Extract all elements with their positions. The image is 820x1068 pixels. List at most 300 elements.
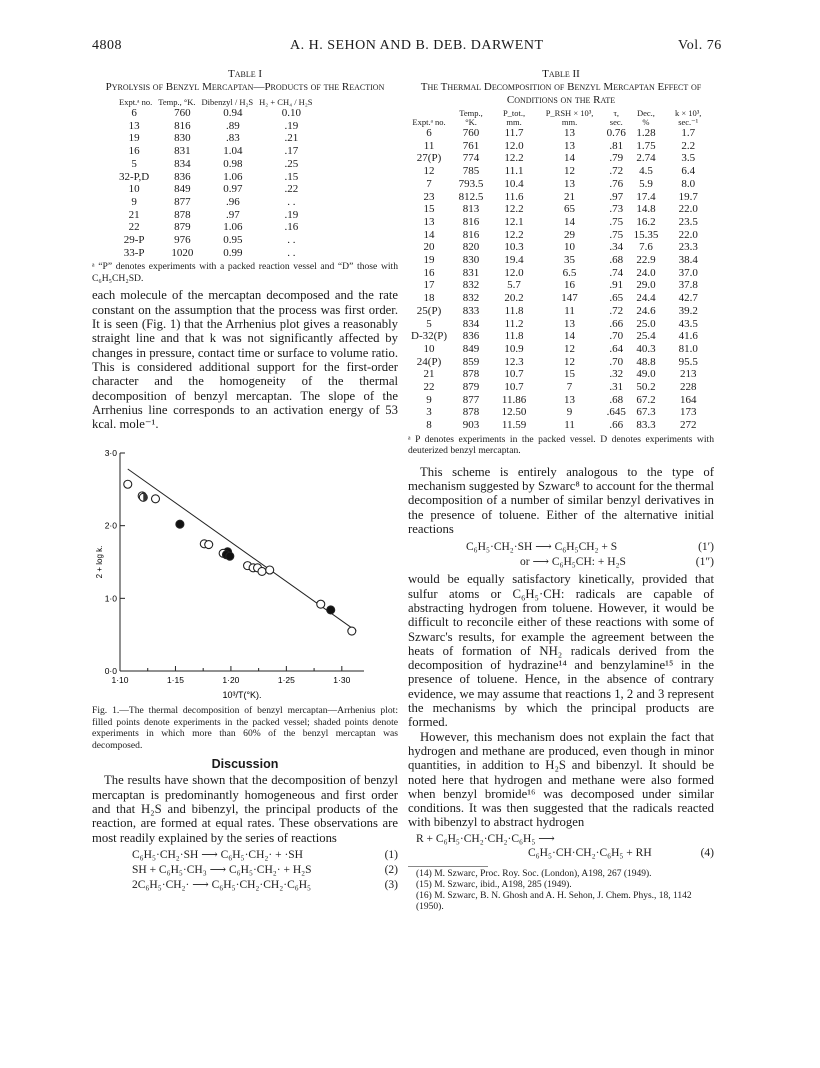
table2-cell: 7.6 <box>639 241 653 254</box>
table2-header: Temp., °K. <box>459 108 483 127</box>
equation-row <box>408 555 714 570</box>
table2-cell: 903 <box>462 419 480 432</box>
table2-row <box>408 203 714 216</box>
table2-cell: 213 <box>679 368 697 381</box>
table2-cell: 12.1 <box>504 215 524 228</box>
table2-cell: .65 <box>609 292 624 305</box>
table2-cell: 21 <box>423 368 435 381</box>
table2-cell: .75 <box>609 228 624 241</box>
table2-cell: 11.8 <box>504 304 524 317</box>
table1-header: Expt.ᵃ no. <box>119 97 153 107</box>
table2-row <box>408 254 714 267</box>
table1-row <box>116 158 316 171</box>
table2-header: P_tot., mm. <box>502 108 526 127</box>
table2-cell: 849 <box>462 342 480 355</box>
table2-cell: 830 <box>462 254 480 267</box>
table2-cell: .75 <box>609 215 624 228</box>
table2-row <box>408 241 714 254</box>
table2-cell: 9 <box>566 406 573 419</box>
x-axis-label: 10³/T(°K). <box>222 690 262 701</box>
table1-cell: 13 <box>128 119 140 132</box>
paragraph-hydrogen-methane: However, this mechanism does not explain the fact that hydrogen and methane are produced, even though in minor quantities, in addition to H₂S and bibenzyl. It should be noted here that hydrogen and methane were also formed when benzyl bromide¹⁶ was decomposed under similar conditions. It was then suggested that the radicals reacted with bibenzyl to abstract hydrogen <box>408 729 714 830</box>
table1-cell: .19 <box>284 208 299 221</box>
data-point-filled <box>226 553 234 561</box>
table2-cell: 50.2 <box>636 381 656 394</box>
table2-cell: 23 <box>423 190 435 203</box>
table1-row <box>116 145 316 158</box>
table2-cell: .74 <box>609 266 624 279</box>
table2-cell: 7 <box>566 381 573 394</box>
table2-cell: 12 <box>423 165 435 178</box>
data-point-open <box>124 481 132 489</box>
table2-cell: 832 <box>462 292 480 305</box>
table1-row <box>116 247 316 260</box>
equation-text: C₆H₅·CH₂·SH ⟶ C₆H₅CH₂ + S <box>466 541 618 554</box>
table1-cell: .96 <box>225 195 240 208</box>
table1-cell: .19 <box>284 119 299 132</box>
right-column <box>408 68 714 913</box>
table1-cell: .25 <box>284 157 299 170</box>
table2-row <box>408 343 714 356</box>
equation-text: or ⟶ C₆H₅CH: + H₂S <box>520 556 626 569</box>
table2-row <box>408 356 714 369</box>
table1-cell: 836 <box>174 170 191 183</box>
table1-cell: 0.94 <box>223 107 243 119</box>
data-point-open <box>348 627 356 635</box>
data-point-open <box>266 566 274 574</box>
equation-row <box>92 848 398 863</box>
table2-cell: 40.3 <box>636 342 656 355</box>
y-axis-label: 2 + log k. <box>95 546 104 579</box>
data-point-open <box>258 568 266 576</box>
table1-cell: 976 <box>174 234 191 247</box>
table2 <box>408 109 714 432</box>
table2-cell: 272 <box>679 419 697 432</box>
table2-row <box>408 406 714 419</box>
table1-cell: .89 <box>225 119 240 132</box>
table2-cell: 816 <box>462 215 480 228</box>
table2-cell: 14 <box>564 152 576 165</box>
table1-cell: 760 <box>174 107 191 119</box>
table2-cell: 10.7 <box>504 381 524 394</box>
table2-cell: 20.2 <box>504 292 524 305</box>
table2-cell: 173 <box>679 406 697 419</box>
table2-row <box>408 368 714 381</box>
table2-cell: 15 <box>423 203 435 216</box>
table2-cell: 1.28 <box>636 127 656 139</box>
table2-row <box>408 267 714 280</box>
table2-cell: 20 <box>423 241 435 254</box>
table2-cell: 22.0 <box>678 203 698 216</box>
data-point-open <box>151 495 159 503</box>
table2-row <box>408 127 714 140</box>
table2-cell: 24.6 <box>636 304 656 317</box>
table2-cell: 38.4 <box>678 254 698 267</box>
table2-cell: 15.35 <box>633 228 659 241</box>
table2-cell: 19.7 <box>678 190 698 203</box>
table2-cell: 19.4 <box>504 254 524 267</box>
y-tick-label: 3·0 <box>104 448 117 459</box>
table2-cell: .66 <box>609 419 624 432</box>
x-tick-label: 1·20 <box>222 675 240 686</box>
table2-row <box>408 191 714 204</box>
table2-cell: 10 <box>564 241 576 254</box>
table2-cell: 11 <box>423 139 435 152</box>
table2-cell: 19 <box>423 254 435 267</box>
table2-cell: 11.8 <box>504 330 524 343</box>
table1-cell: 830 <box>174 132 191 145</box>
table2-cell: 13 <box>564 317 576 330</box>
table1-row <box>116 171 316 184</box>
table2-cell: 67.2 <box>636 393 656 406</box>
table1-cell: 21 <box>128 208 140 221</box>
table2-cell: 820 <box>462 241 480 254</box>
table1-cell: 22 <box>128 221 140 234</box>
table1-footnote: ᵃ “P” denotes experiments with a packed reaction vessel and “D” those with C₆H₅CH₂SD. <box>92 261 398 284</box>
table2-cell: .72 <box>609 165 624 178</box>
table1-cell: .21 <box>284 132 299 145</box>
table2-cell: 39.2 <box>678 304 698 317</box>
table2-cell: 761 <box>462 139 480 152</box>
table1-cell: 10 <box>128 183 140 196</box>
table2-cell: 836 <box>462 330 480 343</box>
table2-cell: 25(P) <box>416 304 442 317</box>
table2-cell: 0.76 <box>606 127 626 139</box>
table2-row <box>408 216 714 229</box>
table2-cell: 48.8 <box>636 355 656 368</box>
table1-cell: 0.99 <box>223 246 243 259</box>
table1-cell: . . <box>287 234 296 247</box>
table2-cell: 14 <box>564 215 576 228</box>
table2-cell: 8 <box>426 419 432 432</box>
table2-cell: 859 <box>462 355 480 368</box>
table2-cell: 4.5 <box>639 165 653 178</box>
table1-cell: . . <box>287 195 296 208</box>
table2-cell: 18 <box>423 292 435 305</box>
equation-row <box>408 540 714 555</box>
table1-cell: . . <box>287 246 296 259</box>
table2-cell: 12.0 <box>504 266 524 279</box>
table2-cell: 11.59 <box>501 419 527 432</box>
table1-cell: .15 <box>284 170 299 183</box>
table2-cell: 43.5 <box>678 317 698 330</box>
table2-header: Dec., % <box>637 108 655 127</box>
discussion-heading: Discussion <box>211 757 279 772</box>
x-tick-label: 1·10 <box>111 675 129 686</box>
arrhenius-chart <box>92 439 398 701</box>
table1-cell: 0.10 <box>281 107 301 119</box>
table2-cell: 10.4 <box>504 177 524 190</box>
table2-cell: 15 <box>564 368 576 381</box>
table1-header: Dibenzyl / H₂S <box>201 97 254 107</box>
table2-cell: 12.2 <box>504 203 524 216</box>
table2-cell: 12 <box>564 355 576 368</box>
table1-cell: 831 <box>174 145 191 158</box>
table2-cell: .645 <box>606 406 626 419</box>
table2-cell: 9 <box>426 393 432 406</box>
table2-cell: 228 <box>679 381 697 394</box>
table2-row <box>408 419 714 432</box>
table2-row <box>408 152 714 165</box>
table2-cell: 17 <box>423 279 435 292</box>
table1-header: H₂ + CH₄ / H₂S <box>259 97 313 107</box>
table2-cell: 10 <box>423 342 435 355</box>
table2-cell: 35 <box>564 254 576 267</box>
table2-cell: .76 <box>609 177 624 190</box>
equation-text: SH + C₆H₅·CH₃ ⟶ C₆H₅·CH₂· + H₂S <box>132 863 312 876</box>
table1-cell: .17 <box>284 145 299 158</box>
table2-cell: 793.5 <box>458 177 484 190</box>
table2-cell: 812.5 <box>458 190 484 203</box>
table2-cell: 11 <box>564 304 575 317</box>
y-tick-label: 0·0 <box>104 666 117 677</box>
eq4-line1: R + C₆H₅·CH₂·CH₂·C₆H₅ ⟶ <box>416 832 555 845</box>
data-point-open <box>205 541 213 549</box>
table2-cell: .73 <box>609 203 624 216</box>
table2-cell: 164 <box>679 393 697 406</box>
table2-cell: 813 <box>462 203 480 216</box>
table2-cell: 24(P) <box>416 355 442 368</box>
table2-cell: 81.0 <box>678 342 698 355</box>
table2-cell: 11.2 <box>504 317 524 330</box>
table2-cell: 12 <box>564 165 576 178</box>
table2-cell: .66 <box>609 317 624 330</box>
table2-cell: 14 <box>423 228 435 241</box>
table2-cell: 5 <box>426 317 432 330</box>
table2-cell: 834 <box>462 317 480 330</box>
table1-cell: .83 <box>225 132 240 145</box>
table1-title: Pyrolysis of Benzyl Mercaptan—Products of the Reaction <box>105 81 385 93</box>
reference-item: (14) M. Szwarc, Proc. Roy. Soc. (London), A198, 267 (1949). <box>416 868 652 879</box>
table2-header: Expt.ᵃ no. <box>412 117 446 127</box>
table2-cell: 12.2 <box>504 152 524 165</box>
table1-cell: 16 <box>128 145 140 158</box>
table2-row <box>408 305 714 318</box>
paragraph-radicals: would be equally satisfactory kinetically, provided that sulfur atoms or C₆H₅·CH: radicals are capable of abstracting hydrogen from toluene. However, it would be difficult to reconcile either of these reactions with some of Szwarc's results, for example the agreement between the heats of formation of NH₂ radicals derived from the decomposition of hydrazine¹⁴ and benzylamine¹⁵ in the presence of toluene. Hence, in the absence of contrary evidence, we may assume that reactions 1, 2 and 3 represent the mechanisms by which the principal products are formed. <box>408 572 714 730</box>
table2-cell: 3 <box>426 406 432 419</box>
table2-header: P_RSH × 10³, mm. <box>545 108 594 127</box>
equation-row <box>92 878 398 893</box>
table2-cell: 2.74 <box>636 152 656 165</box>
table1-row <box>116 132 316 145</box>
table1-cell: 9 <box>131 195 137 208</box>
table2-row <box>408 279 714 292</box>
table1-cell: 32-P,D <box>119 170 150 183</box>
table2-cell: 878 <box>462 368 480 381</box>
table1-row <box>116 107 316 120</box>
table2-row <box>408 318 714 331</box>
table2-cell: 6.5 <box>562 266 577 279</box>
table1-cell: 849 <box>174 183 191 196</box>
table2-cell: .31 <box>609 381 624 394</box>
table2-cell: 12.3 <box>504 355 524 368</box>
table2-cell: 878 <box>462 406 480 419</box>
table2-cell: 3.5 <box>681 152 696 165</box>
table2-cell: 29.0 <box>636 279 656 292</box>
table2-cell: 14 <box>564 330 576 343</box>
table2-cell: 147 <box>561 292 578 305</box>
equation-text: 2C₆H₅·CH₂· ⟶ C₆H₅·CH₂·CH₂·C₆H₅ <box>132 878 312 891</box>
table2-cell: 41.6 <box>678 330 698 343</box>
table2-row <box>408 140 714 153</box>
equation-row <box>92 863 398 878</box>
table2-cell: .97 <box>609 190 624 203</box>
table2-cell: 11.6 <box>504 190 524 203</box>
table2-header: τ, sec. <box>609 108 623 127</box>
y-tick-label: 2·0 <box>104 521 117 532</box>
reference-item: (16) M. Szwarc, B. N. Ghosh and A. H. Sehon, J. Chem. Phys., 18, 1142 (1950). <box>416 890 692 912</box>
table1-cell: 877 <box>174 195 191 208</box>
table1-row <box>116 209 316 222</box>
equation-4 <box>408 832 714 862</box>
table2-cell: 13 <box>423 215 435 228</box>
table2-cell: 10.9 <box>504 342 524 355</box>
x-tick-label: 1·15 <box>166 675 184 686</box>
discussion-paragraph: The results have shown that the decomposition of benzyl mercaptan is predominantly homogeneous and first order and that H₂S and bibenzyl, the principal products of the reaction, are formed at equal rates. These observations are most readily explained by the series of reactions <box>92 773 398 845</box>
table2-cell: .70 <box>609 330 624 343</box>
equation-number: (1″) <box>695 556 714 569</box>
table1-cell: 0.97 <box>223 183 243 196</box>
table2-cell: 12.50 <box>501 406 527 419</box>
table1-cell: 0.98 <box>223 157 243 170</box>
table2-cell: 5.9 <box>639 177 653 190</box>
table2-cell: D-32(P) <box>411 330 448 343</box>
table2-cell: .34 <box>609 241 624 254</box>
table2-row <box>408 229 714 242</box>
volume-label: Vol. 76 <box>678 38 722 53</box>
table1-cell: 1020 <box>171 246 194 259</box>
table1-cell: 816 <box>174 119 191 132</box>
table2-cell: 12.2 <box>504 228 524 241</box>
table2-cell: 6 <box>426 127 432 139</box>
table1-cell: 1.04 <box>223 145 243 158</box>
equation-number: (3) <box>384 878 398 891</box>
table2-cell: .64 <box>609 342 624 355</box>
table2-cell: 16 <box>564 279 576 292</box>
x-tick-label: 1·30 <box>333 675 351 686</box>
data-point-filled <box>176 521 184 529</box>
table1-cell: 1.06 <box>223 221 243 234</box>
table2-cell: 6.4 <box>681 165 696 178</box>
table1-cell: 879 <box>174 221 191 234</box>
table2-cell: 7 <box>426 177 432 190</box>
table2-cell: 10.7 <box>504 368 524 381</box>
table2-cell: 10.3 <box>504 241 524 254</box>
table2-cell: 25.4 <box>636 330 656 343</box>
table2-cell: 831 <box>462 266 480 279</box>
table1-cell: 5 <box>131 157 137 170</box>
table2-cell: .70 <box>609 355 624 368</box>
table2-footnote: ᵃ P denotes experiments in the packed vessel. D denotes experiments with deuterized benzyl mercaptan. <box>408 433 714 457</box>
table1-cell: 19 <box>128 132 140 145</box>
table2-title: The Thermal Decomposition of Benzyl Mercaptan Effect of Conditions on the Rate <box>420 81 702 106</box>
table1-cell: 29-P <box>123 234 145 247</box>
eq4-line2: C₆H₅·CH·CH₂·C₆H₅ + RH <box>528 846 652 859</box>
table2-cell: 24.0 <box>636 266 656 279</box>
table2-cell: 24.4 <box>636 292 656 305</box>
table1-row <box>116 183 316 196</box>
table2-row <box>408 394 714 407</box>
equation-number: (1′) <box>698 541 714 554</box>
table2-cell: 16 <box>423 266 435 279</box>
table1-cell: .97 <box>225 208 240 221</box>
table2-row <box>408 381 714 394</box>
table1 <box>116 98 316 259</box>
table2-cell: 13 <box>564 393 576 406</box>
table2-cell: 2.2 <box>681 139 696 152</box>
y-tick-label: 1·0 <box>104 593 117 604</box>
table2-cell: 13 <box>564 139 576 152</box>
table2-cell: .68 <box>609 393 624 406</box>
table2-row <box>408 292 714 305</box>
table1-label: Table I <box>227 68 263 80</box>
equation-number: (1) <box>384 848 398 861</box>
table2-cell: .32 <box>609 368 624 381</box>
table2-cell: 37.8 <box>678 279 698 292</box>
table2-cell: 22.9 <box>636 254 656 267</box>
table2-cell: 11 <box>564 419 575 432</box>
left-column <box>92 68 398 893</box>
figure-caption: Fig. 1.—The thermal decomposition of benzyl mercaptan—Arrhenius plot: filled points denote experiments in the packed vessel; shaded points denote experiments in which more than 60% of the benzyl mercaptan was decomposed. <box>92 705 398 751</box>
table2-cell: 25.0 <box>636 317 656 330</box>
table2-cell: 785 <box>462 165 480 178</box>
table2-cell: .91 <box>609 279 624 292</box>
table2-cell: 23.3 <box>678 241 698 254</box>
eq4-number: (4) <box>700 846 714 859</box>
table2-cell: 13 <box>564 177 576 190</box>
equation-text: C₆H₅·CH₂·SH ⟶ C₆H₅·CH₂· + ·SH <box>132 848 303 861</box>
x-tick-label: 1·25 <box>277 675 295 686</box>
table2-cell: 13 <box>564 127 576 139</box>
table2-cell: 21 <box>564 190 576 203</box>
running-head-authors: A. H. SEHON AND B. DEB. DARWENT <box>290 38 544 53</box>
table2-row <box>408 178 714 191</box>
table2-cell: 14.8 <box>636 203 656 216</box>
data-point-open <box>317 601 325 609</box>
table2-cell: 12 <box>564 342 576 355</box>
table2-cell: 23.5 <box>678 215 698 228</box>
page-number: 4808 <box>92 38 122 53</box>
table2-cell: .81 <box>609 139 624 152</box>
table1-cell: .22 <box>284 183 299 196</box>
table1-cell: 1.06 <box>223 170 243 183</box>
table2-cell: 1.7 <box>681 127 696 139</box>
table1-cell: .16 <box>284 221 299 234</box>
table1-row <box>116 120 316 133</box>
table1-header: Temp., °K. <box>158 97 196 107</box>
table2-cell: 879 <box>462 381 480 394</box>
equations-1prime <box>408 540 714 570</box>
table2-cell: 65 <box>564 203 576 216</box>
table2-cell: .79 <box>609 152 624 165</box>
table2-cell: 1.75 <box>636 139 656 152</box>
table1-row <box>116 221 316 234</box>
table1-cell: 33-P <box>123 246 145 259</box>
table2-cell: 16.2 <box>636 215 656 228</box>
table2-cell: .72 <box>609 304 624 317</box>
table2-cell: .68 <box>609 254 624 267</box>
table1-row <box>116 234 316 247</box>
table2-cell: 5.7 <box>507 279 521 292</box>
references <box>408 869 714 913</box>
table2-cell: 877 <box>462 393 480 406</box>
table1-row <box>116 196 316 209</box>
table2-cell: 42.7 <box>678 292 698 305</box>
table2-cell: 12.0 <box>504 139 524 152</box>
table1-cell: 6 <box>131 107 137 119</box>
table1-cell: 834 <box>174 157 191 170</box>
equations-1-3 <box>92 848 398 893</box>
